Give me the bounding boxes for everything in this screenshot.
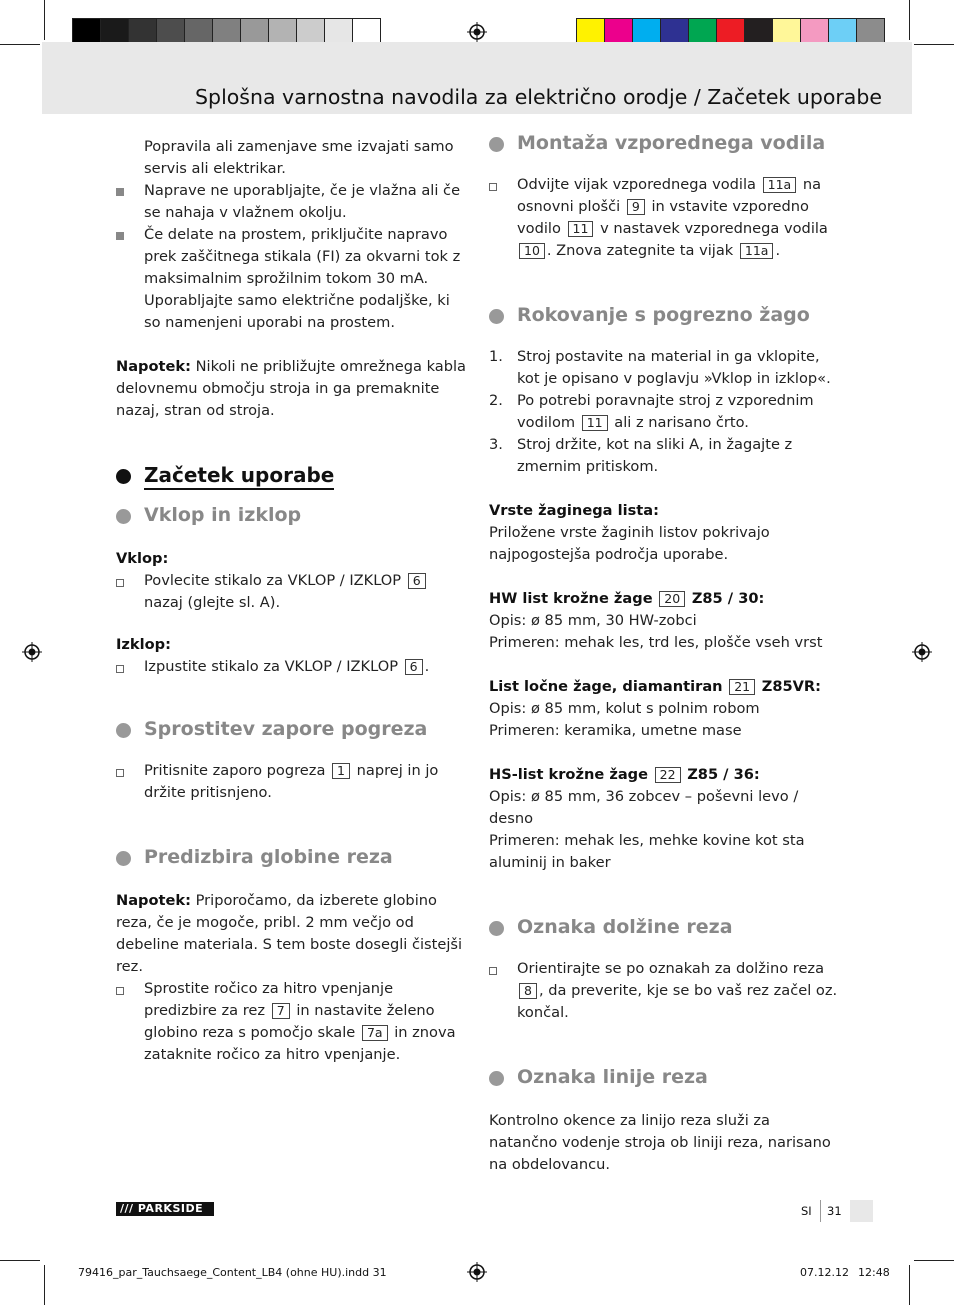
blade-title: HS-list krožne žage 22 Z85 / 36: xyxy=(489,766,760,783)
footer-divider xyxy=(820,1200,821,1222)
reference-number: 1 xyxy=(332,763,350,779)
list-item: Če delate na prostem, priključite napravo prek zaščitnega stikala (FI) za okvarni tok z maksimalnim sprožilnim tokom 30 mA. Uporabljajte samo električne podaljške, ki so namenjeni uporabi na prostem. xyxy=(116,224,468,334)
blades-label: Vrste žaginega lista: xyxy=(489,502,659,519)
reference-number: 7a xyxy=(362,1025,388,1041)
right-column xyxy=(489,132,841,1176)
list-item: 3. Stroj držite, kot na sliki A, in žagajte z zmernim pritiskom. xyxy=(489,436,793,475)
bullet-dot-icon xyxy=(489,1071,504,1086)
blade-title: List ločne žage, diamantiran 21 Z85VR: xyxy=(489,678,822,695)
registration-mark-icon xyxy=(912,642,932,662)
checkbox-bullet-icon xyxy=(116,665,124,673)
checkbox-bullet-icon xyxy=(116,987,124,995)
print-date: 07.12.12 xyxy=(800,1266,849,1279)
page-number-tab xyxy=(850,1200,873,1222)
checkbox-bullet-icon xyxy=(116,769,124,777)
reference-number: 6 xyxy=(405,659,423,675)
file-name: 79416_par_Tauchsaege_Content_LB4 (ohne HU).indd 31 xyxy=(78,1266,387,1279)
off-label: Izklop: xyxy=(116,636,171,653)
reference-number: 11a xyxy=(740,243,774,259)
blades-text: Priložene vrste žaginih listov pokrivajo najpogostejša področja uporabe. xyxy=(489,524,770,563)
blade-desc: Opis: ø 85 mm, kolut s polnim robom xyxy=(489,700,760,717)
on-label: Vklop: xyxy=(116,550,169,567)
crop-mark xyxy=(44,0,45,40)
section-heading-plunge: Rokovanje s pogrezno žago xyxy=(489,304,841,326)
left-column xyxy=(116,136,468,1066)
crop-mark xyxy=(0,44,40,45)
bullet-dot-icon xyxy=(116,723,131,738)
list-item: 2. Po potrebi poravnajte stroj z vzporednim vodilom 11 ali z narisano črto. xyxy=(489,392,814,431)
bullet-dot-icon xyxy=(116,509,131,524)
reference-number: 9 xyxy=(627,199,645,215)
blade-desc: Opis: ø 85 mm, 36 zobcev – poševni levo / desno xyxy=(489,788,799,827)
list-item: Orientirajte se po oznakah za dolžino reza 8 , da preverite, kje se bo vaš rez začel oz. končal. xyxy=(489,958,841,1024)
section-heading-start: Začetek uporabe xyxy=(116,464,468,486)
list-item: Izpustite stikalo za VKLOP / IZKLOP 6 . xyxy=(116,656,468,678)
checkbox-bullet-icon xyxy=(489,967,497,975)
registration-mark-icon xyxy=(467,22,487,42)
reference-number: 10 xyxy=(519,243,545,259)
section-heading-lock: Sprostitev zapore pogreza xyxy=(116,718,468,740)
list-item: Pritisnite zaporo pogreza 1 naprej in jo držite pritisnjeno. xyxy=(116,760,468,804)
page-number: 31 xyxy=(827,1204,842,1218)
reference-number: 11a xyxy=(763,177,797,193)
language-code: SI xyxy=(801,1204,812,1218)
reference-number: 8 xyxy=(519,983,537,999)
checkbox-bullet-icon xyxy=(116,579,124,587)
bullet-dot-icon xyxy=(489,921,504,936)
reference-number: 11 xyxy=(582,415,608,431)
reference-number: 6 xyxy=(408,573,426,589)
list-item: Sprostite ročico za hitro vpenjanje predizbire za rez 7 in nastavite želeno globino reza s pomočjo skale 7a in znova zataknite ročico za hitro vpenjanje. xyxy=(116,978,468,1066)
bullet-dot-icon xyxy=(489,309,504,324)
bullet-dot-icon xyxy=(116,851,131,866)
intro-text: Popravila ali zamenjave sme izvajati samo servis ali elektrikar. xyxy=(144,138,454,177)
reference-number: 21 xyxy=(729,679,755,695)
section-heading-onoff: Vklop in izklop xyxy=(116,504,468,526)
blade-desc: Opis: ø 85 mm, 30 HW-zobci xyxy=(489,612,697,629)
crop-mark xyxy=(914,44,954,45)
crop-mark xyxy=(0,1260,40,1261)
section-heading-length: Oznaka dolžine reza xyxy=(489,916,841,938)
blade-use: Primeren: mehak les, mehke kovine kot sta aluminij in baker xyxy=(489,832,805,871)
list-item: Odvijte vijak vzporednega vodila 11a na osnovni plošči 9 in vstavite vzporedno vodilo 11 v nastavek vzporednega vodila 10 . Znova zategnite ta vijak 11a . xyxy=(489,174,841,262)
print-time: 12:48 xyxy=(858,1266,890,1279)
list-item: 1. Stroj postavite na material in ga vklopite, kot je opisano v poglavju »Vklop in izklop«. xyxy=(489,348,831,387)
crop-mark xyxy=(44,1265,45,1305)
line-text: Kontrolno okence za linijo reza služi za natančno vodenje stroja ob liniji reza, narisano na obdelovancu. xyxy=(489,1112,831,1173)
registration-mark-icon xyxy=(467,1262,487,1282)
bullet-dot-icon xyxy=(489,137,504,152)
reference-number: 20 xyxy=(659,591,685,607)
section-heading-depth: Predizbira globine reza xyxy=(116,846,468,868)
reference-number: 22 xyxy=(655,767,681,783)
reference-number: 11 xyxy=(568,221,594,237)
bullet-dot-icon xyxy=(116,469,131,484)
blade-title: HW list krožne žage 20 Z85 / 30: xyxy=(489,590,765,607)
note-paragraph: Napotek: Priporočamo, da izberete globino reza, če je mogoče, pribl. 2 mm večjo od debeline materiala. S tem boste dosegli čistejši rez. xyxy=(116,892,463,975)
crop-mark xyxy=(914,1260,954,1261)
section-heading-line: Oznaka linije reza xyxy=(489,1066,841,1088)
note-paragraph: Napotek: Nikoli ne približujte omrežnega kabla delovnemu območju stroja in ga premaknite nazaj, stran od stroja. xyxy=(116,358,466,419)
section-heading-guide: Montaža vzporednega vodila xyxy=(489,132,841,154)
registration-mark-icon xyxy=(22,642,42,662)
square-bullet-icon xyxy=(116,188,124,196)
blade-use: Primeren: keramika, umetne mase xyxy=(489,722,742,739)
blade-use: Primeren: mehak les, trd les, plošče vseh vrst xyxy=(489,634,823,651)
list-item: Naprave ne uporabljajte, če je vlažna ali če se nahaja v vlažnem okolju. xyxy=(116,180,468,224)
crop-mark xyxy=(909,0,910,40)
parkside-logo: /// PARKSIDE xyxy=(116,1202,214,1216)
square-bullet-icon xyxy=(116,232,124,240)
crop-mark xyxy=(909,1265,910,1305)
checkbox-bullet-icon xyxy=(489,183,497,191)
reference-number: 7 xyxy=(272,1003,290,1019)
page-title: Splošna varnostna navodila za električno orodje / Začetek uporabe xyxy=(195,85,882,109)
list-item: Povlecite stikalo za VKLOP / IZKLOP 6 nazaj (glejte sl. A). xyxy=(116,570,468,614)
